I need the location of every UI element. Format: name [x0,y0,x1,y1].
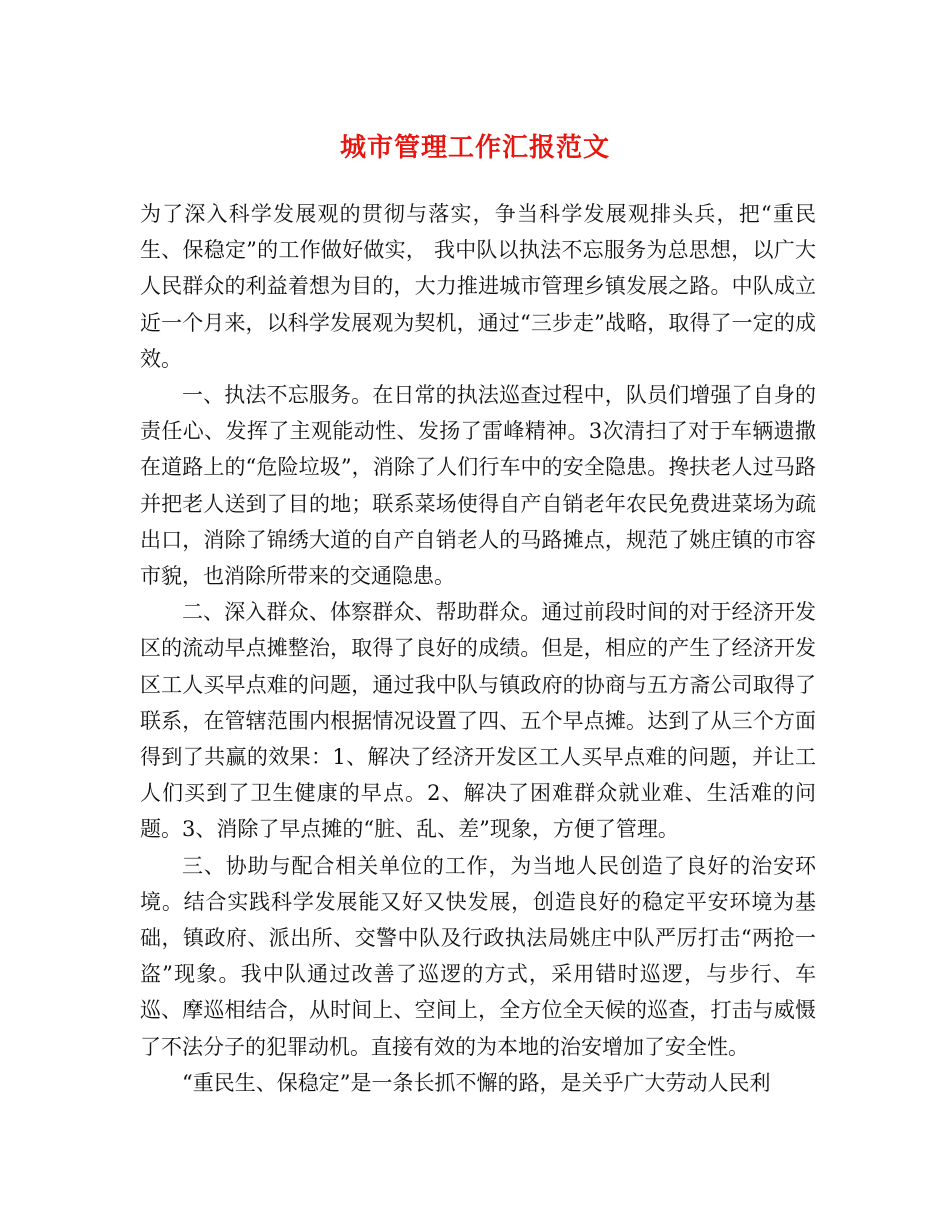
paragraph-section-1: 一、执法不忘服务。在日常的执法巡查过程中，队员们增强了自身的责任心、发挥了主观能动性、发扬了雷峰精神。3次清扫了对于车辆遗撒在道路上的“危险垃圾”，消除了人们行车中的安全隐患。搀扶老人过马路并把老人送到了目的地；联系菜场使得自产自销老年农民免费进菜场为疏出口，消除了锦绣大道的自产自销老人的马路摊点，规范了姚庄镇的市容市貌，也消除所带来的交通隐患。 [140,383,816,589]
document-body [140,196,816,1101]
paragraph-intro: 为了深入科学发展观的贯彻与落实，争当科学发展观排头兵，把“重民生、保稳定”的工作做好做实， 我中队以执法不忘服务为总思想，以广大人民群众的利益着想为目的，大力推进城市管理乡镇发展之路。中队成立近一个月来，以科学发展观为契机，通过“三步走”战略，取得了一定的成效。 [140,202,816,371]
paragraph-closing: “重民生、保稳定”是一条长抓不懈的路，是关乎广大劳动人民利 [182,1070,771,1095]
paragraph-section-2: 二、深入群众、体察群众、帮助群众。通过前段时间的对于经济开发区的流动早点摊整治，取得了良好的成绩。但是，相应的产生了经济开发区工人买早点难的问题，通过我中队与镇政府的协商与五方斋公司取得了联系，在管辖范围内根据情况设置了四、五个早点摊。达到了从三个方面得到了共赢的效果：1、解决了经济开发区工人买早点难的问题，并让工人们买到了卫生健康的早点。2、解决了困难群众就业难、生活难的问题。3、消除了早点摊的“脏、乱、差”现象，方便了管理。 [140,600,816,842]
paragraph-section-3: 三、协助与配合相关单位的工作，为当地人民创造了良好的治安环境。结合实践科学发展能又好又快发展，创造良好的稳定平安环境为基础，镇政府、派出所、交警中队及行政执法局姚庄中队严厉打击“两抢一盗”现象。我中队通过改善了巡逻的方式，采用错时巡逻，与步行、车巡、摩巡相结合，从时间上、空间上，全方位全天候的巡查，打击与威慑了不法分子的犯罪动机。直接有效的为本地的治安增加了安全性。 [140,853,816,1059]
document-title: 城市管理工作汇报范文 [339,133,610,163]
